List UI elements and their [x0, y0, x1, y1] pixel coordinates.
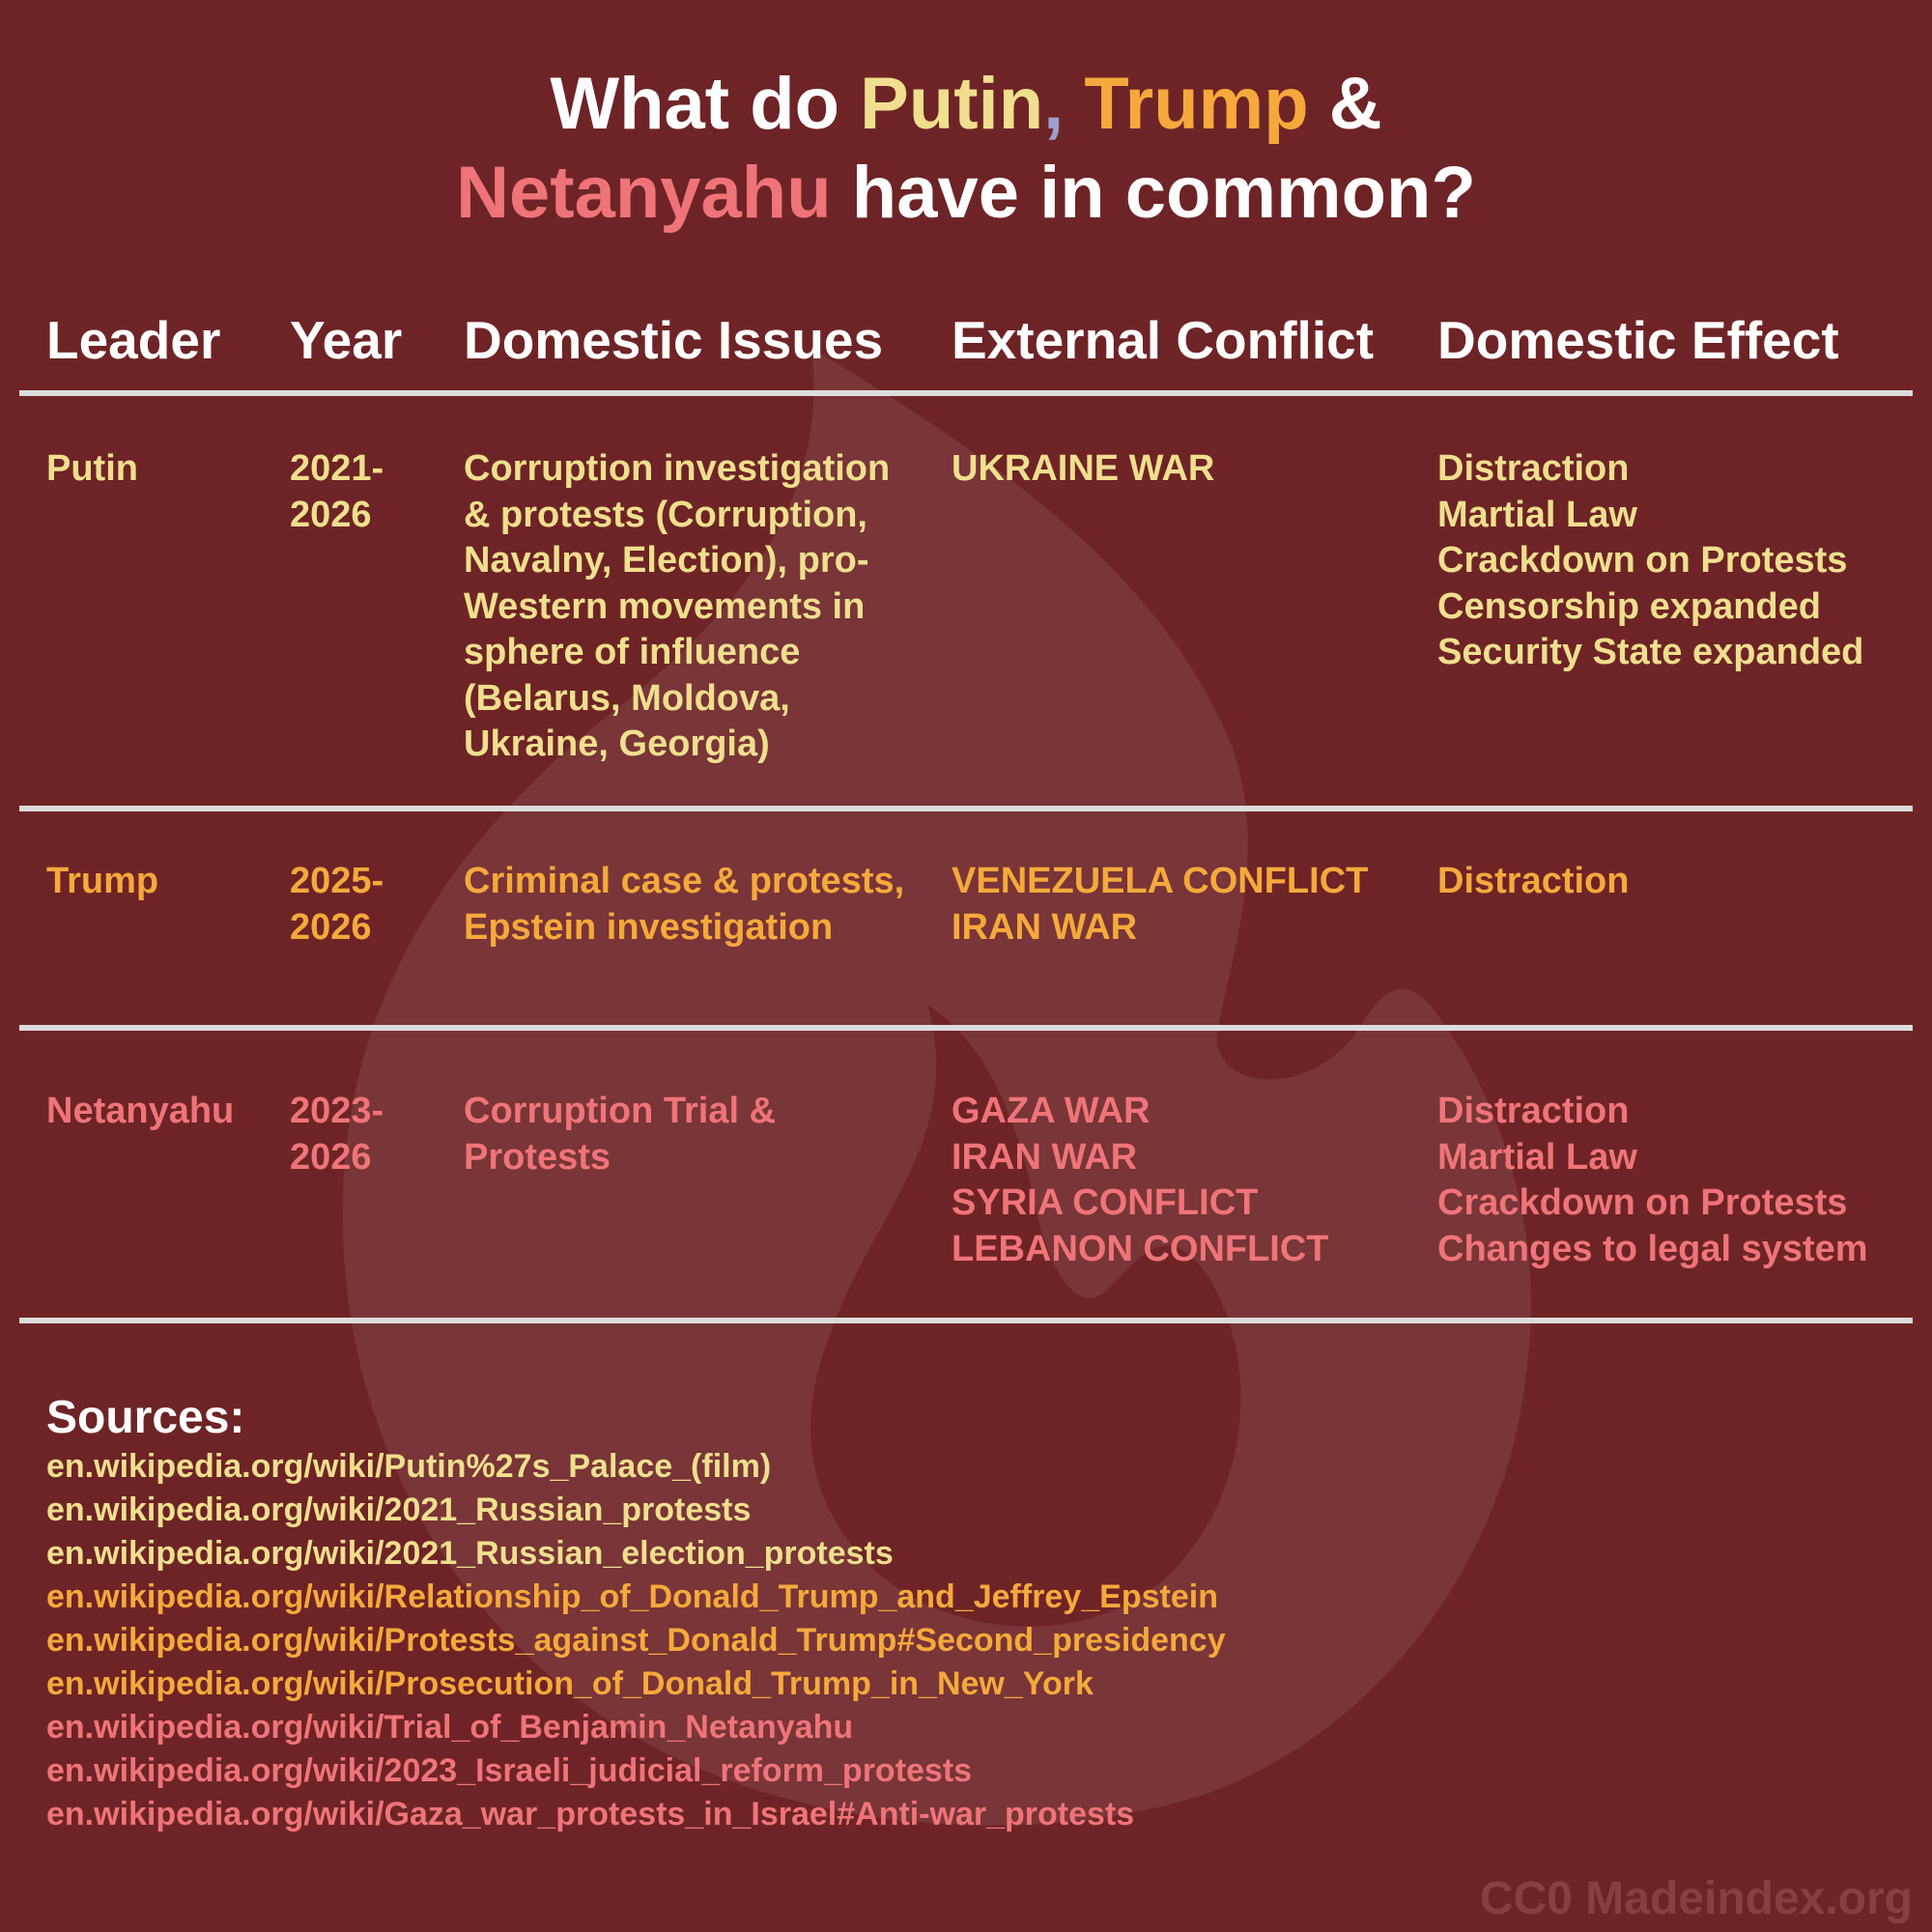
- row-putin-year: [290, 446, 384, 538]
- source-link[interactable]: en.wikipedia.org/wiki/Trial_of_Benjamin_Netanyahu: [46, 1709, 854, 1746]
- row-putin-domestic-issues: [464, 446, 890, 768]
- text-line: Protests: [464, 1136, 611, 1178]
- text-line: Corruption investigation: [464, 448, 891, 489]
- year-end: 2026: [290, 1136, 372, 1178]
- year-start: 2021-: [290, 448, 384, 489]
- text-line: Epstein investigation: [464, 906, 834, 948]
- row-putin-leader: Putin: [46, 448, 138, 489]
- header-leader: Leader: [46, 310, 221, 370]
- header-year: Year: [290, 310, 403, 370]
- header-domestic-issues: Domestic Issues: [464, 310, 884, 370]
- text-line: Navalny, Election), pro-: [464, 540, 869, 581]
- text-line: GAZA WAR: [952, 1091, 1151, 1131]
- text-line: Distraction: [1437, 1091, 1630, 1131]
- divider-header: [19, 390, 1913, 396]
- header-domestic-effect: Domestic Effect: [1437, 310, 1839, 370]
- text-line: Crackdown on Protests: [1437, 1182, 1848, 1223]
- year-start: 2023-: [290, 1091, 384, 1131]
- title-ampersand: &: [1308, 63, 1382, 145]
- row-trump-domestic-effect: [1437, 859, 1629, 905]
- row-trump-year: [290, 859, 384, 951]
- text-line: Changes to legal system: [1437, 1228, 1868, 1269]
- page-title: [0, 60, 1932, 238]
- text-line: Western movements in: [464, 585, 866, 627]
- row-netanyahu-domestic-issues: [464, 1089, 776, 1180]
- source-link[interactable]: en.wikipedia.org/wiki/Prosecution_of_Donald_Trump_in_New_York: [46, 1665, 1094, 1702]
- row-trump-domestic-issues: [464, 859, 904, 951]
- row-putin-domestic-effect: [1437, 446, 1863, 676]
- title-text: What do: [550, 63, 861, 145]
- text-line: Distraction: [1437, 448, 1630, 489]
- title-comma: ,: [1043, 63, 1065, 145]
- text-line: Martial Law: [1437, 494, 1637, 535]
- title-line-1: [0, 60, 1932, 149]
- title-netanyahu: Netanyahu: [456, 152, 832, 234]
- text-line: LEBANON CONFLICT: [952, 1228, 1329, 1269]
- source-link[interactable]: en.wikipedia.org/wiki/Putin%27s_Palace_(film): [46, 1448, 772, 1485]
- text-line: & protests (Corruption,: [464, 494, 867, 535]
- text-line: Crackdown on Protests: [1437, 540, 1848, 581]
- divider-row-putin: [19, 806, 1913, 811]
- text-line: sphere of influence: [464, 632, 801, 672]
- text-line: Ukraine, Georgia): [464, 724, 770, 764]
- source-link[interactable]: en.wikipedia.org/wiki/Gaza_war_protests_in_Israel#Anti-war_protests: [46, 1796, 1135, 1833]
- text-line: IRAN WAR: [952, 1136, 1138, 1178]
- source-link[interactable]: en.wikipedia.org/wiki/Protests_against_Donald_Trump#Second_presidency: [46, 1622, 1226, 1659]
- source-link[interactable]: en.wikipedia.org/wiki/2021_Russian_protests: [46, 1492, 752, 1528]
- row-trump-leader: Trump: [46, 861, 159, 901]
- row-netanyahu-domestic-effect: [1437, 1089, 1868, 1272]
- title-text-end: have in common?: [831, 152, 1476, 234]
- year-end: 2026: [290, 906, 372, 948]
- title-putin: Putin: [860, 63, 1044, 145]
- divider-row-netanyahu: [19, 1318, 1913, 1323]
- year-end: 2026: [290, 494, 372, 535]
- row-trump-external-conflict: [952, 859, 1368, 951]
- row-netanyahu-year: [290, 1089, 384, 1180]
- text-line: Distraction: [1437, 861, 1630, 901]
- row-netanyahu-external-conflict: [952, 1089, 1329, 1272]
- sources-heading: Sources:: [46, 1392, 245, 1443]
- title-trump: Trump: [1084, 63, 1309, 145]
- license-watermark: CC0 Madeindex.org: [1479, 1873, 1913, 1924]
- text-line: Martial Law: [1437, 1136, 1637, 1178]
- text-line: Corruption Trial &: [464, 1091, 776, 1131]
- source-link[interactable]: en.wikipedia.org/wiki/2021_Russian_election_protests: [46, 1535, 894, 1572]
- text-line: IRAN WAR: [952, 906, 1138, 948]
- text-line: Security State expanded: [1437, 632, 1864, 672]
- text-line: (Belarus, Moldova,: [464, 677, 790, 719]
- source-link[interactable]: en.wikipedia.org/wiki/Relationship_of_Donald_Trump_and_Jeffrey_Epstein: [46, 1578, 1218, 1615]
- divider-row-trump: [19, 1025, 1913, 1031]
- text-line: UKRAINE WAR: [952, 448, 1215, 489]
- year-start: 2025-: [290, 861, 384, 901]
- text-line: VENEZUELA CONFLICT: [952, 861, 1369, 901]
- header-external-conflict: External Conflict: [952, 310, 1375, 370]
- row-netanyahu-leader: Netanyahu: [46, 1091, 235, 1131]
- text-line: SYRIA CONFLICT: [952, 1182, 1259, 1223]
- row-putin-external-conflict: [952, 446, 1214, 493]
- text-line: Censorship expanded: [1437, 585, 1821, 627]
- source-link[interactable]: en.wikipedia.org/wiki/2023_Israeli_judicial_reform_protests: [46, 1752, 973, 1789]
- text-line: Criminal case & protests,: [464, 861, 905, 901]
- title-line-2: [0, 149, 1932, 238]
